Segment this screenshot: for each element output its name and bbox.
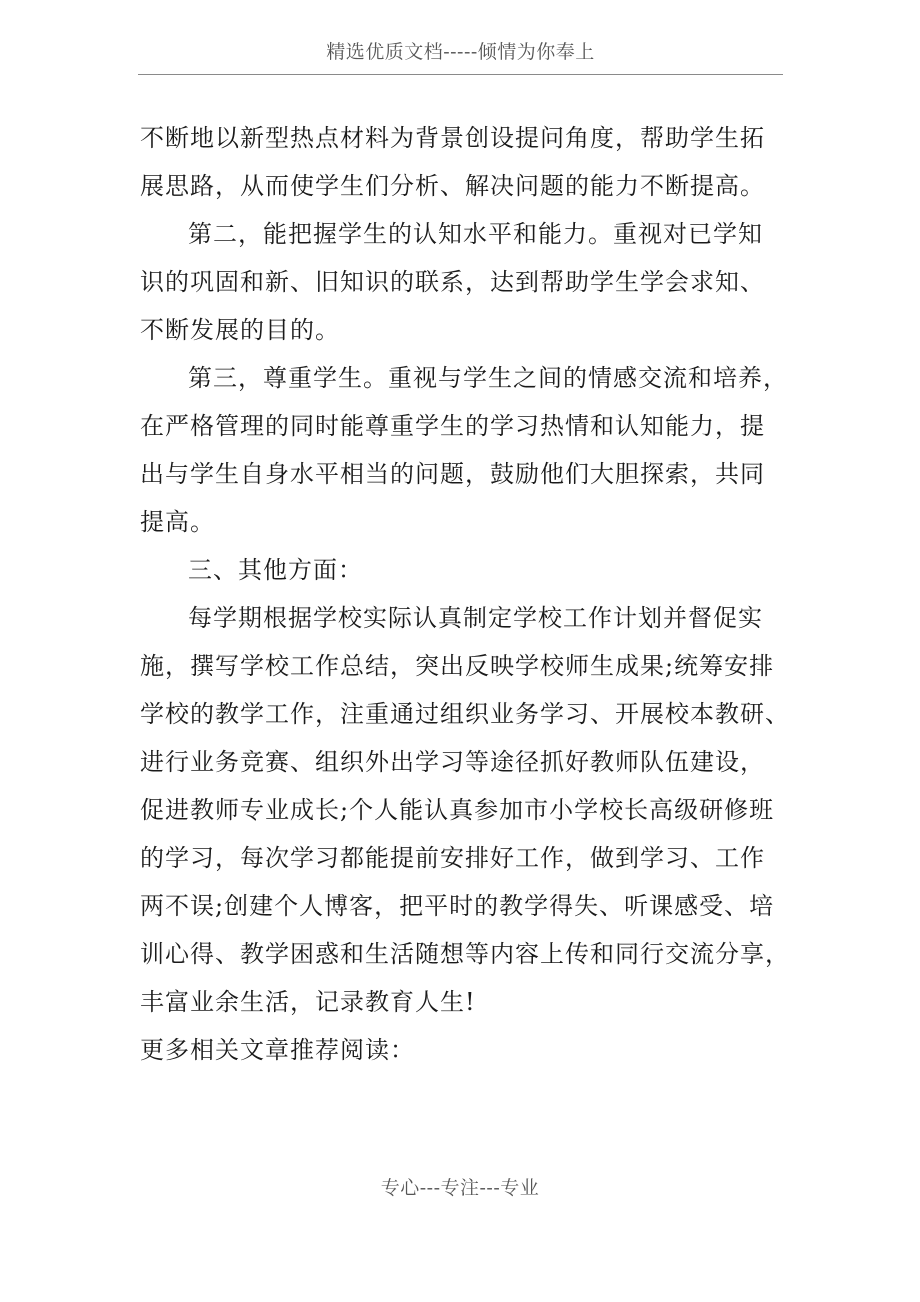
body-line: 在严格管理的同时能尊重学生的学习热情和认知能力，提 (140, 412, 765, 440)
body-line: 第二，能把握学生的认知水平和能力。重视对已学知 (188, 220, 763, 248)
document-body (140, 114, 790, 1074)
body-line: 不断发展的目的。 (140, 316, 340, 344)
body-line: 出与学生自身水平相当的问题，鼓励他们大胆探索，共同 (140, 460, 765, 488)
body-line: 识的巩固和新、旧知识的联系，达到帮助学生学会求知、 (140, 268, 765, 296)
body-line: 丰富业余生活，记录教育人生! (140, 988, 476, 1016)
section-heading: 三、其他方面： (188, 556, 363, 584)
related-articles-label: 更多相关文章推荐阅读： (140, 1036, 415, 1064)
body-line: 第三，尊重学生。重视与学生之间的情感交流和培养， (188, 364, 788, 392)
body-line: 提高。 (140, 508, 215, 536)
body-line: 促进教师专业成长;个人能认真参加市小学校长高级研修班 (140, 796, 775, 824)
body-line: 施，撰写学校工作总结，突出反映学校师生成果;统筹安排 (140, 652, 775, 680)
body-line: 的学习，每次学习都能提前安排好工作，做到学习、工作 (140, 844, 765, 872)
body-line: 每学期根据学校实际认真制定学校工作计划并督促实 (188, 604, 763, 632)
header-text: 精选优质文档-----倾情为你奉上 (326, 41, 595, 63)
page-header (138, 38, 783, 75)
body-line: 进行业务竞赛、组织外出学习等途径抓好教师队伍建设， (140, 748, 765, 776)
page-footer (0, 1174, 920, 1202)
body-line: 展思路，从而使学生们分析、解决问题的能力不断提高。 (140, 172, 765, 200)
body-line: 训心得、教学困惑和生活随想等内容上传和同行交流分享， (140, 940, 790, 968)
body-line: 学校的教学工作，注重通过组织业务学习、开展校本教研、 (140, 700, 790, 728)
body-line: 不断地以新型热点材料为背景创设提问角度，帮助学生拓 (140, 124, 765, 152)
footer-text: 专心---专注---专业 (380, 1177, 540, 1199)
body-line: 两不误;创建个人博客，把平时的教学得失、听课感受、培 (140, 892, 775, 920)
